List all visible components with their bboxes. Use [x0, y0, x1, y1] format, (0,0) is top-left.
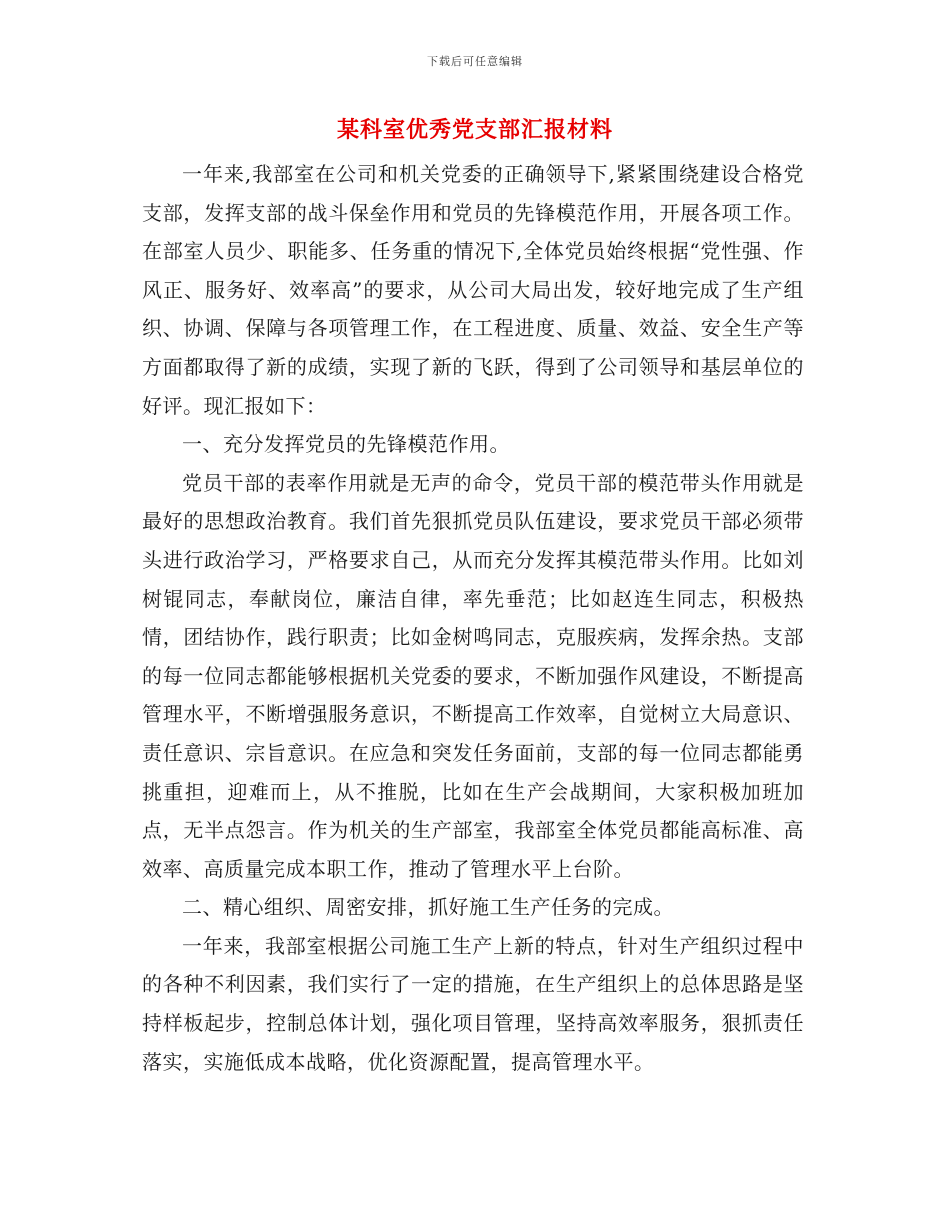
section-heading-2: 二、精心组织、周密安排，抓好施工生产任务的完成。	[182, 895, 674, 920]
header-note: 下载后可任意编辑	[427, 55, 523, 68]
document-title: 某科室优秀党支部汇报材料	[336, 117, 613, 143]
paragraph-section-2: 一年来，我部室根据公司施工生产上新的特点，针对生产组织过程中的各种不利因素，我们实行了一定的措施，在生产组织上的总体思路是坚持样板起步，控制总体计划，强化项目管理，坚持高效率服务，狠抓责任落实，实施低成本战略，优化资源配置，提高管理水平。	[142, 933, 804, 1074]
paragraph-intro: 一年来,我部室在公司和机关党委的正确领导下,紧紧围绕建设合格党支部，发挥支部的战斗保垒作用和党员的先锋模范作用，开展各项工作。在部室人员少、职能多、任务重的情况下,全体党员始终根据“党性强、作风正、服务好、效率高”的要求，从公司大局出发，较好地完成了生产组织、协调、保障与各项管理工作，在工程进度、质量、效益、安全生产等方面都取得了新的成绩，实现了新的飞跃，得到了公司领导和基层单位的好评。现汇报如下：	[142, 162, 804, 418]
paragraph-section-1: 党员干部的表率作用就是无声的命令，党员干部的模范带头作用就是最好的思想政治教育。我们首先狠抓党员队伍建设，要求党员干部必须带头进行政治学习，严格要求自己，从而充分发挥其模范带头作用。比如刘树锟同志，奉献岗位，廉洁自律，率先垂范；比如赵连生同志，积极热情，团结协作，践行职责；比如金树鸣同志，克服疾病，发挥余热。支部的每一位同志都能够根据机关党委的要求，不断加强作风建设，不断提高管理水平，不断增强服务意识，不断提高工作效率，自觉树立大局意识、责任意识、宗旨意识。在应急和突发任务面前，支部的每一位同志都能勇挑重担，迎难而上，从不推脱，比如在生产会战期间，大家积极加班加点，无半点怨言。作为机关的生产部室，我部室全体党员都能高标准、高效率、高质量完成本职工作，推动了管理水平上台阶。	[142, 470, 804, 881]
section-heading-1: 一、充分发挥党员的先锋模范作用。	[182, 432, 510, 457]
document-body	[142, 155, 804, 1081]
